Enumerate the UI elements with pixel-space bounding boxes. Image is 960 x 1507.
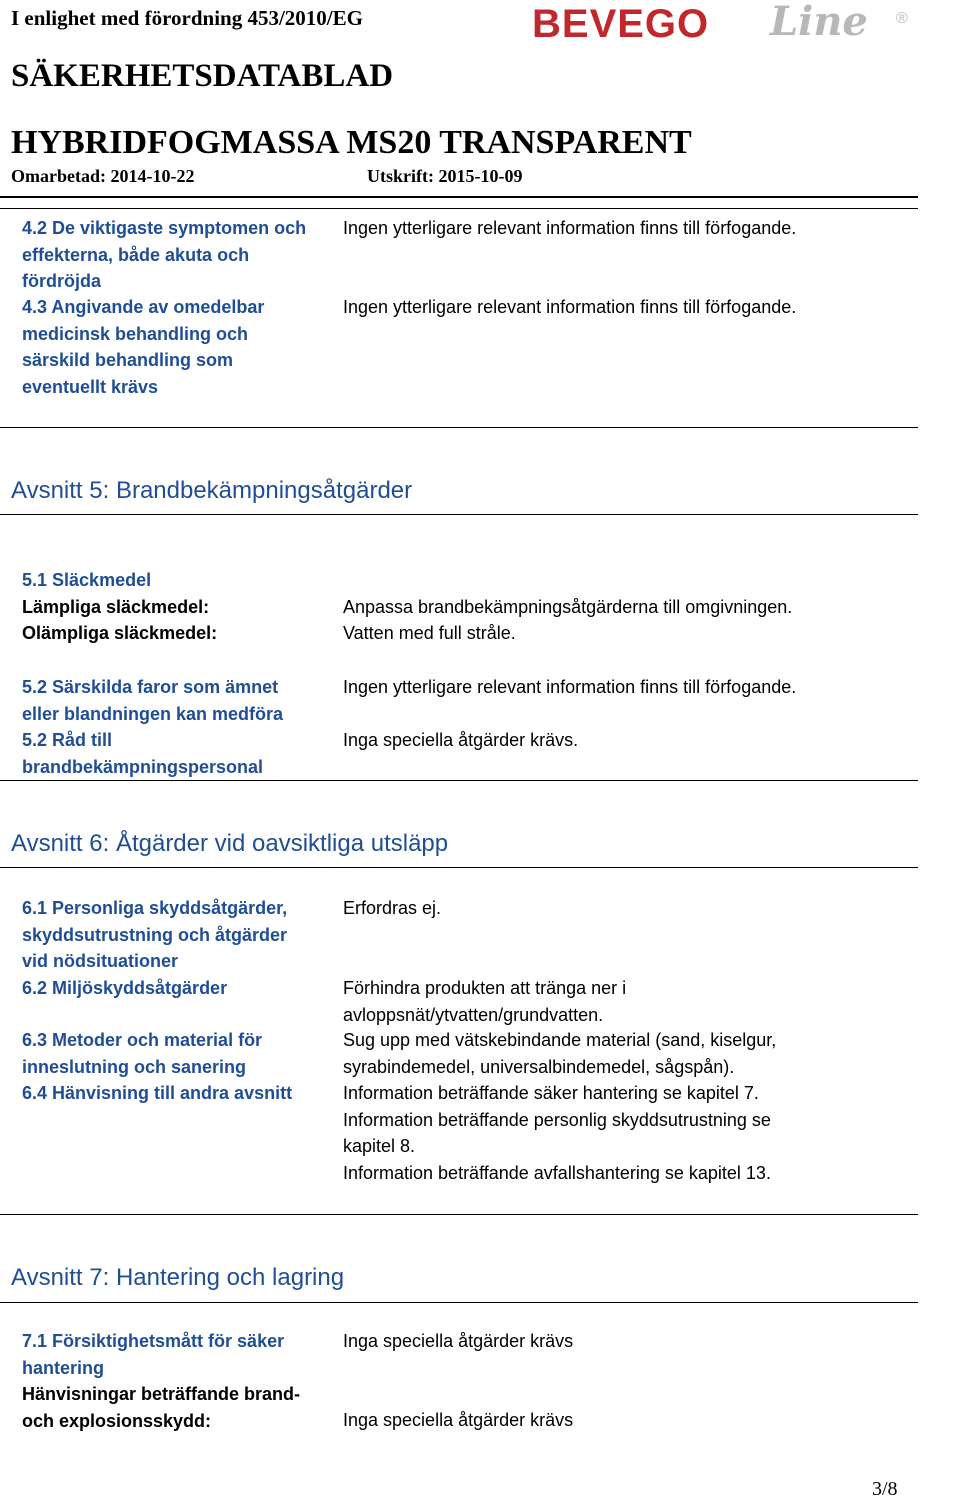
value-7-1: Inga speciella åtgärder krävs	[343, 1331, 574, 1351]
section-divider	[0, 780, 918, 781]
label-fire-protection: Hänvisningar beträffande brand- och explosionsskydd:	[22, 1384, 301, 1431]
header-divider-thin	[0, 208, 918, 209]
section-5-rule	[0, 514, 918, 515]
label-7-1: 7.1 Försiktighetsmått för säker hantering	[22, 1331, 285, 1378]
label-5-2: 5.2 Särskilda faror som ämnet eller blandningen kan medföra	[22, 677, 284, 724]
label-suitable-media: Lämpliga släckmedel:	[22, 597, 210, 617]
section-6-rule	[0, 867, 918, 868]
section-7-rule	[0, 1302, 918, 1303]
logo-brand: BEVEGO	[532, 2, 710, 46]
label-5-1: 5.1 Släckmedel	[22, 570, 152, 590]
value-6-1: Erfordras ej.	[343, 898, 442, 918]
registered-mark: ®	[896, 10, 908, 27]
value-6-4: Information beträffande säker hantering se kapitel 7. Information beträffande personlig skyddsutrustning se kapitel 8. Information beträffande avfallshantering se kapitel 13.	[343, 1083, 771, 1183]
label-6-3: 6.3 Metoder och material för inneslutning och sanering	[22, 1030, 263, 1077]
label-6-4: 6.4 Hänvisning till andra avsnitt	[22, 1083, 293, 1103]
product-name: HYBRIDFOGMASSA MS20 TRANSPARENT	[11, 124, 692, 161]
value-suitable-media: Anpassa brandbekämpningsåtgärderna till omgivningen.	[343, 597, 793, 617]
value-6-2: Förhindra produkten att tränga ner i avloppsnät/ytvatten/grundvatten.	[343, 978, 627, 1025]
label-4-3: 4.3 Angivande av omedelbar medicinsk behandling och särskild behandling som eventuellt krävs	[22, 297, 265, 397]
value-5-2: Ingen ytterligare relevant information finns till förfogande.	[343, 677, 797, 697]
section-divider	[0, 427, 918, 428]
section-6-title: Avsnitt 6: Åtgärder vid oavsiktliga utsläpp	[11, 830, 449, 857]
regulation-text: I enlighet med förordning 453/2010/EG	[11, 6, 363, 30]
revised-date: Omarbetad: 2014-10-22	[11, 166, 195, 186]
value-fire-protection: Inga speciella åtgärder krävs	[343, 1410, 574, 1430]
label-6-1: 6.1 Personliga skyddsåtgärder, skyddsutrustning och åtgärder vid nödsituationer	[22, 898, 288, 971]
label-unsuitable-media: Olämpliga släckmedel:	[22, 623, 218, 643]
value-unsuitable-media: Vatten med full stråle.	[343, 623, 516, 643]
section-7-title: Avsnitt 7: Hantering och lagring	[11, 1264, 345, 1291]
doc-type-title: SÄKERHETSDATABLAD	[11, 58, 394, 94]
page-number: 3/8	[872, 1478, 898, 1500]
value-5-3: Inga speciella åtgärder krävs.	[343, 730, 579, 750]
value-4-2: Ingen ytterligare relevant information finns till förfogande.	[343, 218, 797, 238]
value-4-3: Ingen ytterligare relevant information finns till förfogande.	[343, 297, 797, 317]
header-divider	[0, 196, 918, 198]
section-divider	[0, 1214, 918, 1215]
print-date: Utskrift: 2015-10-09	[367, 166, 523, 186]
section-5-title: Avsnitt 5: Brandbekämpningsåtgärder	[11, 477, 413, 504]
label-4-2: 4.2 De viktigaste symptomen och effekterna, både akuta och fördröjda	[22, 218, 307, 291]
value-6-3: Sug upp med vätskebindande material (sand, kiselgur, syrabindemedel, universalbindemedel, sågspån).	[343, 1030, 777, 1077]
logo-script: Line	[770, 0, 868, 45]
label-6-2: 6.2 Miljöskyddsåtgärder	[22, 978, 228, 998]
label-5-3: 5.2 Råd till brandbekämpningspersonal	[22, 730, 264, 777]
